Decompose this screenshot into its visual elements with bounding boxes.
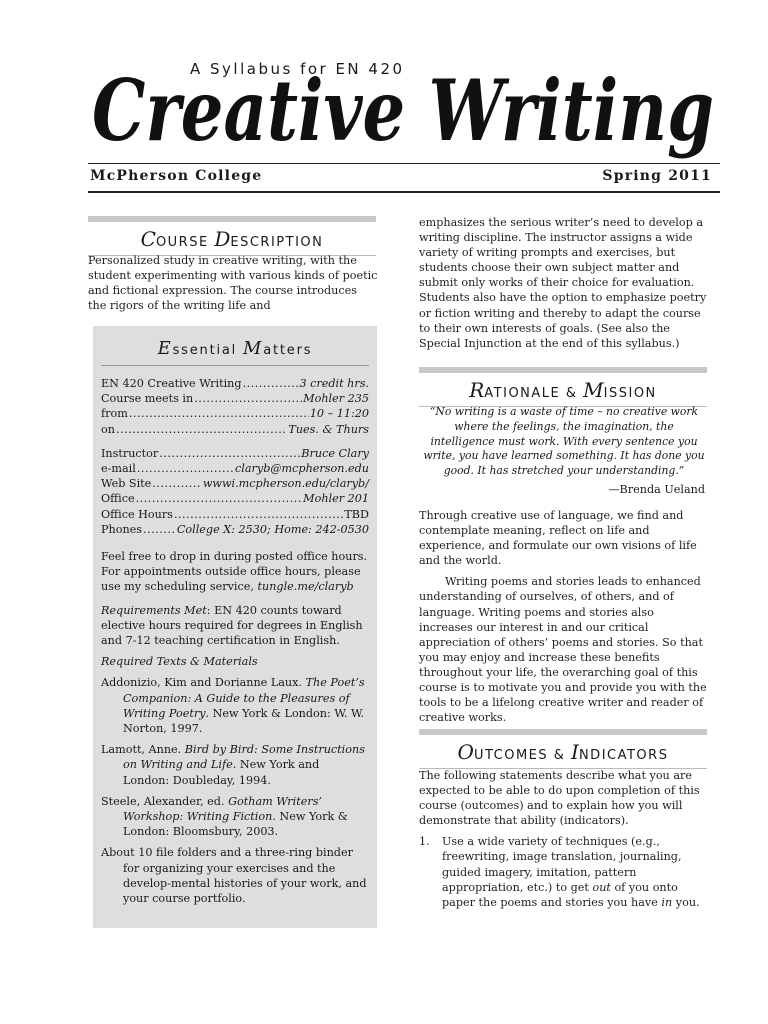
- outcomes-text: The following statements describe what you are expected to be able to do upon completion of this course (outcomes) and to explain how you will demonstrate that ability (indicators). 1. Use a wide variety of techniques (e.g., freewriting, image translation, journaling, guided imagery, imitation, pattern appropriation, etc.) to get out of you onto paper the poems and stories you have in you.: [419, 768, 709, 910]
- requirements-met: Requirements Met: EN 420 counts toward elective hours required for degrees in English and 7-12 teaching certification in English.: [101, 603, 363, 648]
- info-row-office: Office ..... Mohler 201: [101, 491, 369, 506]
- reference-item: Addonizio, Kim and Dorianne Laux. The Poet’s Companion: A Guide to the Pleasures of Writing Poetry. New York & London: W. W. Norton, 1997.: [101, 676, 365, 736]
- course-description-text-right: emphasizes the serious writer’s need to develop a writing discipline. The instructor assigns a wide variety of writing prompts and exercises, but students choose their own subject matter and submit only works of their choice for evaluation. Students also have the option to emphasize poetry or fiction writing and thereby to adapt the course to their own interests of goals. (See also the Special Injunction at the end of this syllabus.): [419, 216, 707, 350]
- college-name: McPherson College: [90, 168, 263, 184]
- masthead-subtitle: A Syllabus for EN 420: [190, 60, 405, 78]
- course-description-heading: COURSE DESCRIPTION: [88, 216, 376, 256]
- reference-item: Lamott, Anne. Bird by Bird: Some Instructions on Writing and Life. New York and London: Doubleday, 1994.: [101, 743, 365, 787]
- rationale-heading: RATIONALE & MISSION: [419, 367, 707, 407]
- ueland-quote: “No writing is a waste of time – no creative work where the feelings, the imagination, the intelligence must work. With every sentence you write, you have learned something. It has done you good. It has stretched your understanding.” —Brenda Ueland: [423, 405, 705, 496]
- title-text: Creative Writing: [92, 61, 714, 160]
- required-texts-heading: Required Texts & Materials: [101, 655, 258, 669]
- masthead-title: [92, 48, 722, 166]
- info-row-phones: Phones ..... College X: 2530; Home: 242-0530: [101, 522, 369, 537]
- office-note: Feel free to drop in during posted office hours. For appointments outside office hours, please use my scheduling service, tungle.me/claryb: [101, 550, 368, 594]
- essential-matters-box: [93, 326, 377, 928]
- materials-item: About 10 file folders and a three-ring binder for organizing your exercises and the develop-mental histories of your work, and your course portfolio.: [101, 846, 367, 906]
- course-description-text-left: Personalized study in creative writing, with the student experimenting with various kinds of poetic and fictional expression. The course introduces the rigors of the writing life and: [88, 254, 378, 313]
- info-row-website: Web Site ..... wwwi.mcpherson.edu/claryb/: [101, 476, 369, 491]
- info-row-days: on ..... Tues. & Thurs: [101, 422, 369, 437]
- outcome-item: 1. Use a wide variety of techniques (e.g., freewriting, image translation, journaling, guided imagery, imitation, pattern appropriation, etc.) to get out of you onto paper the poems and stories you have in you.: [419, 835, 700, 909]
- semester: Spring 2011: [602, 168, 712, 184]
- info-row-instructor: Instructor ..... Bruce Clary: [101, 446, 369, 461]
- info-row-course: EN 420 Creative Writing ..... 3 credit hrs.: [101, 376, 369, 391]
- website-link[interactable]: wwwi.mcpherson.edu/claryb/: [202, 477, 369, 491]
- info-row-office-hours: Office Hours ..... TBD: [101, 507, 369, 522]
- course-info-list: [101, 376, 369, 437]
- masthead-rule-top: [88, 163, 720, 164]
- essential-matters-heading: Essential Matters: [101, 338, 369, 366]
- email-link[interactable]: claryb@mcpherson.edu: [235, 462, 369, 476]
- rationale-text: Through creative use of language, we find and contemplate meaning, reflect on life and experience, and formulate our own visions of life and the world. Writing poems and stories leads to enhanced understanding of ourselves, of others, and of language. Writing poems and stories also increases our interest in and our critical appreciation of others’ poems and stories. So that you may enjoy and increase these benefits throughout your life, the overarching goal of this course is to motivate you and provide you with the tools to be a lifelong creative writer and reader of creative works.: [419, 509, 707, 725]
- quote-attribution: —Brenda Ueland: [608, 482, 705, 496]
- info-row-room: Course meets in ..... Mohler 235: [101, 391, 369, 406]
- outcomes-heading: OUTCOMES & INDICATORS: [419, 729, 707, 769]
- masthead-rule-bottom: [88, 191, 720, 193]
- reference-item: Steele, Alexander, ed. Gotham Writers’ Workshop: Writing Fiction. New York & London: Bloomsbury, 2003.: [101, 794, 348, 839]
- instructor-info-list: [101, 446, 369, 537]
- scheduling-link[interactable]: tungle.me/claryb: [257, 580, 354, 594]
- info-row-time: from ..... 10 – 11:20: [101, 406, 369, 421]
- info-row-email: e-mail ..... claryb@mcpherson.edu: [101, 461, 369, 476]
